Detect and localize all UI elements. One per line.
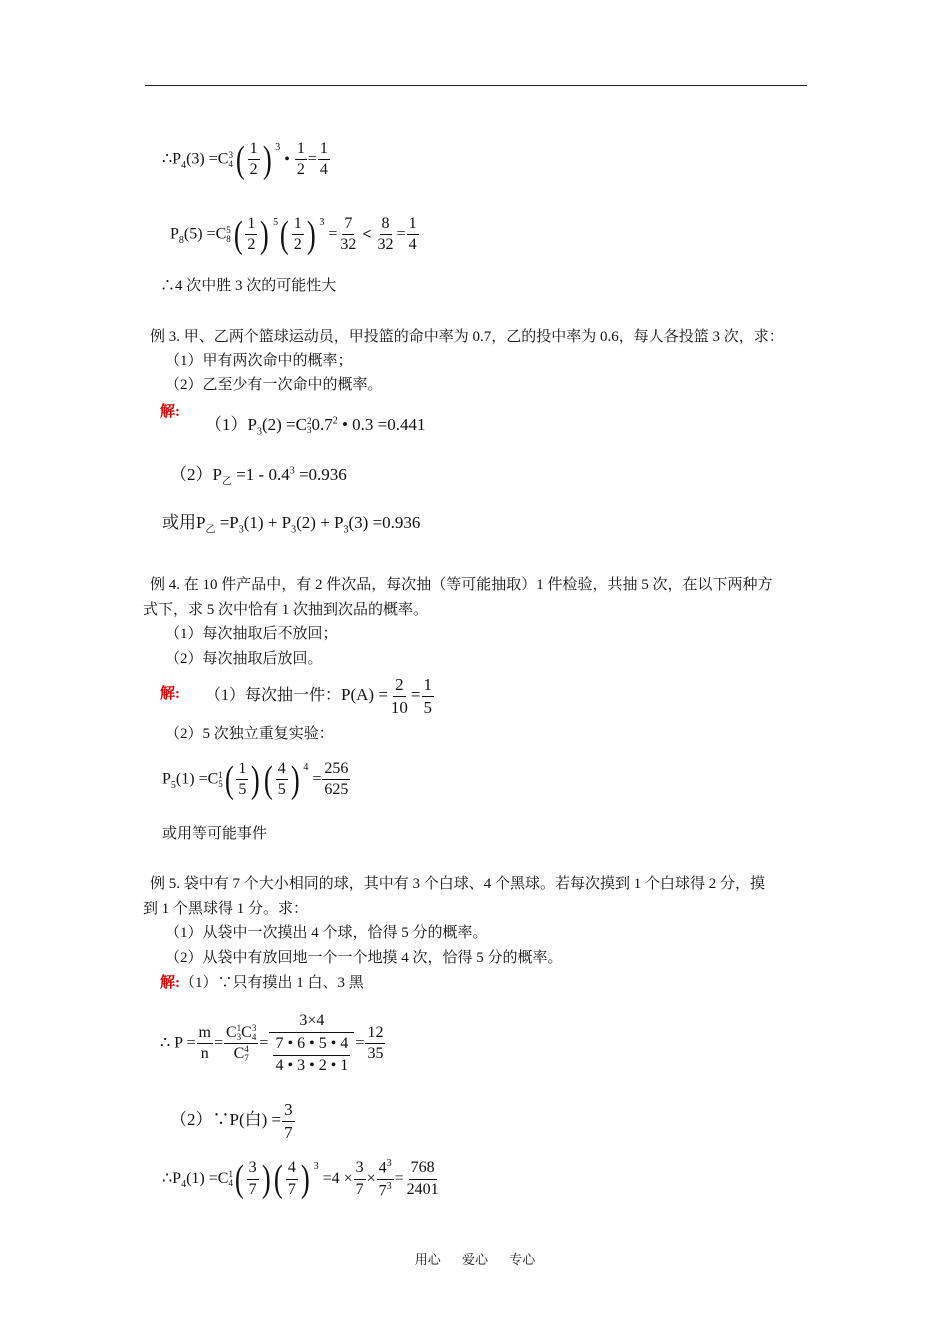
example-5-statement-2: 到 1 个黑球得 1 分。求： [143,901,309,917]
formula-ex3-a1: $(1)P_3(2) =C$ 2 3 $0.7^2$ • 0.3 =0.441 [205,415,426,438]
example-3-q2: （2）乙至少有一次命中的概率。 [165,377,383,393]
example-4-q1: （1）每次抽取后不放回； [165,626,338,642]
formula-ex4-a2: $P_5(1) =C$ 1 5 ( $\frac{1}{5}$ ) ( $\frac{4}{5}$ ) $^4$ = $\frac{256}{625}$ [162,758,349,801]
example-4-a2-text: （2）5 次独立重复实验： [165,726,334,742]
formula-ex5-a3: $\therefore P_4(1) =C$ 1 4 ( $\frac{3}{7}$ ) ( $\frac{4}{7}$ ) $^3$ =4 × $\frac{3}{7}$ × $\frac{4^3}{7^3}$ = $\frac{768}{2401}$ [162,1158,439,1201]
example-3-statement: 例 3. 甲、乙两个篮球运动员，甲投篮的命中率为 0.7，乙的投中率为 0.6，每人各投篮 3 次，求： [150,329,784,345]
example-5-statement-1: 例 5. 袋中有 7 个大小相同的球，其中有 3 个白球、4 个黑球。若每次摸到 1 个白球得 2 分，摸 [150,876,766,892]
page-footer: 用心 爱心 专心 [414,1252,536,1267]
header-rule [145,85,807,86]
solution-label: 解: [160,975,180,991]
formula-p4-3: $\therefore P_4(3) =C$ 3 4 ( $\frac{1}{2}$ ) $^3$• $\frac{1}{2}$ = $\frac{1}{4}$ [162,138,328,181]
solution-label: 解: [160,404,180,420]
formula-ex5-a2: （2）∵P(白) = $\frac{3}{7}$ [170,1100,293,1142]
solution-label: 解: [160,686,180,702]
example-4-alt: 或用等可能事件 [162,826,268,842]
formula-p8-5: $P_8(5) =C$ 5 8 ( $\frac{1}{2}$ ) $^5$ ( $\frac{1}{2}$ ) $^3$ = $\frac{7}{32}$ < $\frac{8}{32}$ = $\frac{1}{4}$ [170,213,417,256]
example-5-q2: （2）从袋中有放回地一个一个地摸 4 次，恰得 5 分的概率。 [165,950,563,966]
example-4-statement-2: 式下，求 5 次中恰有 1 次抽到次品的概率。 [143,602,429,618]
example-4-q2: （2）每次抽取后放回。 [165,651,323,667]
formula-ex3-a3: 或用$P_乙 =P_3(1) + P_3(2) + P_3(3) =0.936$ [162,513,421,536]
example-5-q1: （1）从袋中一次摸出 4 个球，恰得 5 分的概率。 [165,925,488,941]
formula-ex5-a1: ∴ P = $\frac{m}{n}$ = C 1 3 C 3 4 C 4 7 = $\frac{3\times 4}{\frac{7 • 6 • 5 • 4}{4 • 3 • 2 • 1}}$ = $\frac{12}{35}$ [160,1012,384,1074]
formula-ex4-a1: （1）每次抽一件：P(A) = $\frac{2}{10}$ = $\frac{1}{5}$ [205,675,433,717]
example-3-q1: （1）甲有两次命中的概率； [165,353,353,369]
example-5-a1-intro: 解:（1）∵只有摸出 1 白、3 黑 [160,975,364,991]
conclusion-text: ∴4 次中胜 3 次的可能性大 [160,278,337,294]
formula-ex3-a2: $(2)P_乙 =1 - 0.4^3 =0.936$ [170,465,347,488]
example-4-statement-1: 例 4. 在 10 件产品中，有 2 件次品，每次抽（等可能抽取）1 件检验，共抽 5 次，在以下两种方 [150,577,773,593]
